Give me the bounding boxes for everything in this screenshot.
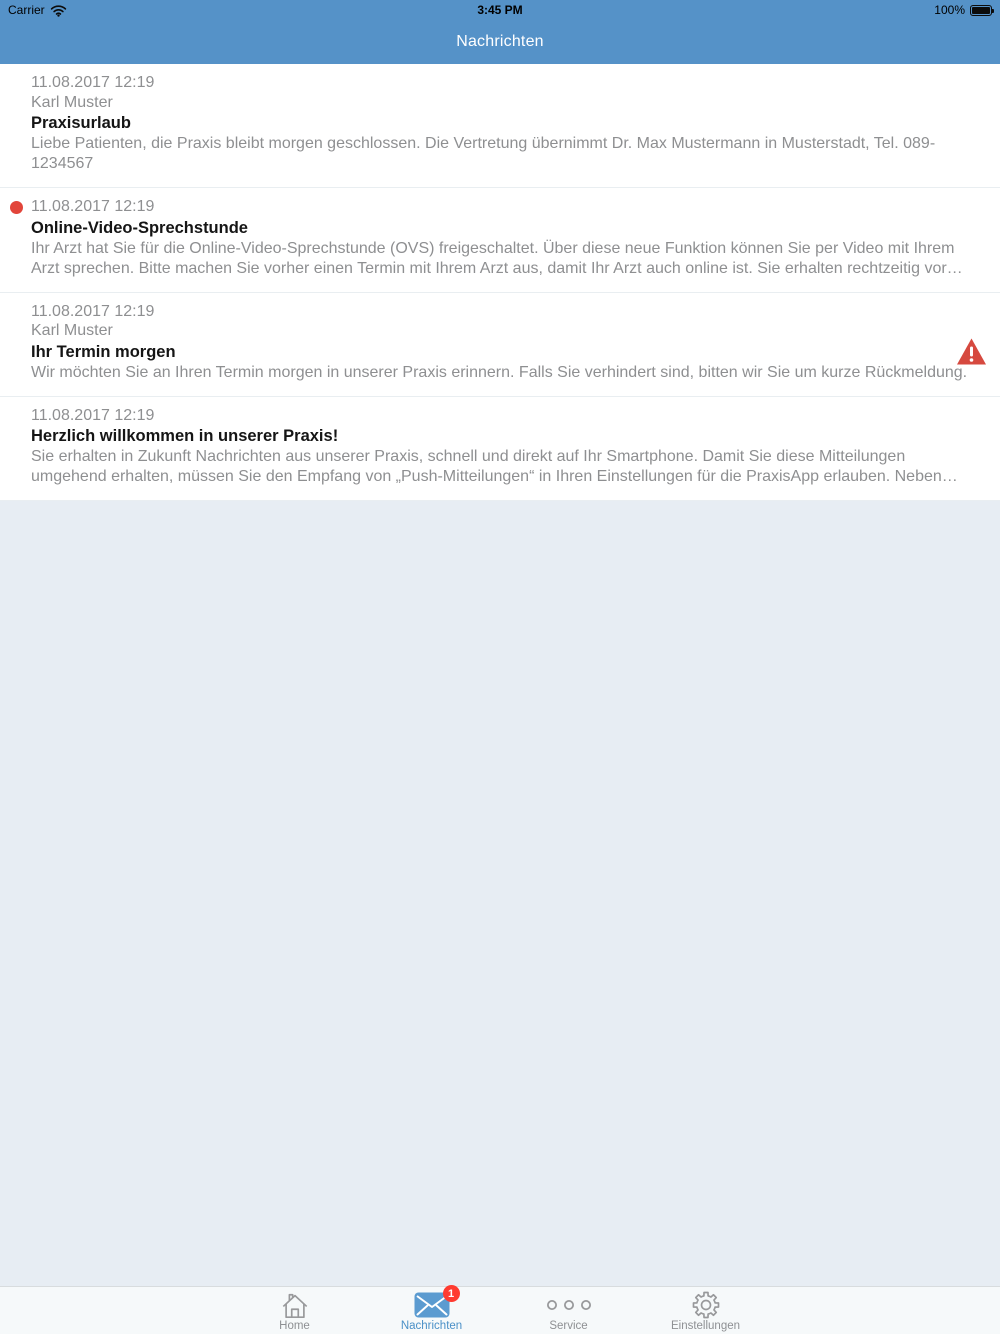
message-body: Sie erhalten in Zukunft Nachrichten aus unserer Praxis, schnell und direkt auf Ihr Smartphone. Damit Sie diese Mitteilungen umgehend erhalten, müssen Sie den Empfang von „Push-Mitteilungen“ in Ihren Einstellungen für die PraxisApp erlauben. Neben… bbox=[31, 448, 958, 485]
battery-percent-label: 100% bbox=[934, 3, 965, 17]
message-sender: Karl Muster bbox=[31, 93, 113, 111]
message-row-ihr-termin-morgen[interactable] bbox=[0, 293, 1000, 397]
warning-icon bbox=[956, 337, 987, 366]
tab-label-nachrichten: Nachrichten bbox=[400, 1320, 463, 1332]
message-date: 11.08.2017 12:19 bbox=[31, 74, 155, 91]
tab-nachrichten[interactable] bbox=[363, 1287, 500, 1334]
nav-bar bbox=[0, 20, 1000, 64]
gear-icon bbox=[691, 1290, 721, 1320]
tab-label-einstellungen: Einstellungen bbox=[670, 1320, 741, 1332]
message-list bbox=[0, 64, 1000, 501]
message-sender: Karl Muster bbox=[31, 322, 113, 339]
message-row-online-video-sprechstunde[interactable] bbox=[0, 188, 1000, 293]
tab-label-service: Service bbox=[549, 1320, 588, 1332]
tab-home[interactable] bbox=[226, 1287, 363, 1334]
message-body: Liebe Patienten, die Praxis bleibt morgen geschlossen. Die Vertretung übernimmt Dr. Max Mustermann in Musterstadt, Tel. 089-1234567 bbox=[31, 135, 936, 172]
message-title: Praxisurlaub bbox=[31, 114, 131, 132]
message-title: Online-Video-Sprechstunde bbox=[31, 218, 248, 237]
carrier-label: Carrier bbox=[8, 3, 45, 17]
service-dots-icon bbox=[546, 1290, 592, 1320]
tab-service[interactable] bbox=[500, 1287, 637, 1334]
tab-label-home: Home bbox=[279, 1320, 310, 1332]
message-date: 11.08.2017 12:19 bbox=[31, 302, 155, 320]
message-date: 11.08.2017 12:19 bbox=[31, 198, 155, 215]
unread-count-badge: 1 bbox=[443, 1285, 460, 1302]
battery-icon bbox=[970, 5, 992, 16]
tab-einstellungen[interactable] bbox=[637, 1287, 774, 1334]
message-body: Ihr Arzt hat Sie für die Online-Video-Sprechstunde (OVS) freigeschaltet. Über diese neue Funktion können Sie per Video mit Ihrem Arzt sprechen. Bitte machen Sie vorher einen Termin mit Ihrem Arzt aus, damit Ihr Arzt auch online ist. Sie erhalten rechtzeitig vor… bbox=[31, 239, 963, 277]
page-title: Nachrichten bbox=[456, 33, 544, 50]
tab-bar bbox=[0, 1286, 1000, 1334]
mail-icon bbox=[414, 1287, 455, 1320]
empty-content-area bbox=[0, 501, 1000, 1286]
message-body: Wir möchten Sie an Ihren Termin morgen in unserer Praxis erinnern. Falls Sie verhindert sind, bitten wir Sie um kurze Rückmeldung. bbox=[31, 363, 968, 381]
status-bar bbox=[0, 0, 1000, 20]
unread-dot bbox=[10, 201, 23, 214]
message-title: Herzlich willkommen in unserer Praxis! bbox=[31, 427, 339, 445]
message-row-praxisurlaub[interactable] bbox=[0, 64, 1000, 188]
message-row-herzlich-willkommen[interactable] bbox=[0, 397, 1000, 502]
message-title: Ihr Termin morgen bbox=[31, 342, 176, 361]
status-time: 3:45 PM bbox=[477, 3, 523, 17]
message-date: 11.08.2017 12:19 bbox=[31, 406, 155, 424]
home-icon bbox=[280, 1290, 310, 1320]
